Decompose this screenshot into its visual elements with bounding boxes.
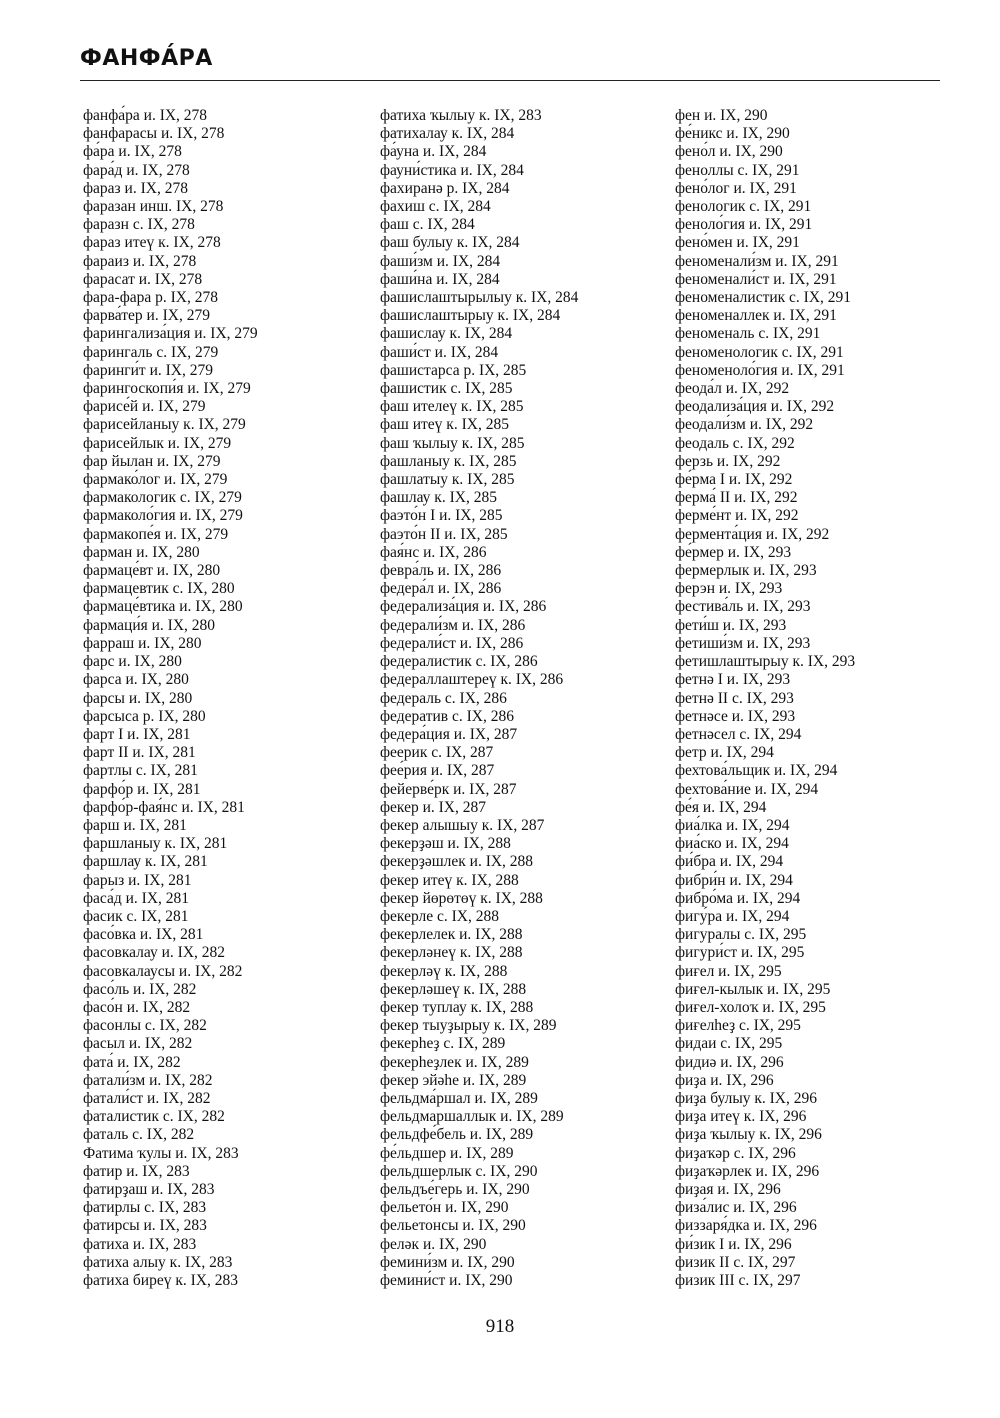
dictionary-entry: фаразн с. IX, 278 [83,216,195,234]
dictionary-entry: фее́рия и. IX, 287 [380,762,495,780]
dictionary-entry: фармаци́я и. IX, 280 [83,616,216,634]
dictionary-entry: фетр и. IX, 294 [675,744,774,762]
dictionary-entry: ферма́ II и. IX, 292 [675,489,798,507]
dictionary-entry: фе́я и. IX, 294 [675,798,767,816]
dictionary-entry: фиа́ско и. IX, 294 [675,835,789,853]
dictionary-entry: фельдъе́герь и. IX, 290 [380,1180,530,1198]
dictionary-entry: фаш ҡылыу к. IX, 285 [380,434,525,452]
dictionary-entry: фетиши́зм и. IX, 293 [675,634,811,652]
dictionary-entry: фарингоскопи́я и. IX, 279 [83,380,251,398]
dictionary-entry: фарфо́р и. IX, 281 [83,780,201,798]
dictionary-entry: фаэто́н II и. IX, 285 [380,525,508,543]
dictionary-entry: фарфо́р-фая́нс и. IX, 281 [83,798,245,816]
dictionary-entry: фиҙа и. IX, 296 [675,1071,774,1089]
dictionary-entry: фартлы с. IX, 281 [83,762,198,780]
dictionary-entry: фарыз и. IX, 281 [83,871,192,889]
dictionary-entry: фемини́ст и. IX, 290 [380,1272,513,1289]
dictionary-entry: фа́ра и. IX, 278 [83,143,182,161]
dictionary-entry: фаршлау к. IX, 281 [83,853,208,871]
dictionary-entry: феерик с. IX, 287 [380,744,494,762]
dictionary-entry: фармако́лог и. IX, 279 [83,471,228,489]
dictionary-entry: фехтова́ние и. IX, 294 [675,780,819,798]
dictionary-entry: фатирлы с. IX, 283 [83,1199,207,1217]
dictionary-entry: фекерһеҙ с. IX, 289 [380,1035,506,1053]
dictionary-entry: фекерләшеү к. IX, 288 [380,980,527,998]
running-head-title: ФАНФА́РА [80,46,213,71]
dictionary-entry: фарисейланыу к. IX, 279 [83,416,246,434]
dictionary-entry: фаши́зм и. IX, 284 [380,252,501,270]
dictionary-entry: фата́ и. IX, 282 [83,1053,181,1071]
dictionary-entry: фиҙаҡәр с. IX, 296 [675,1144,796,1162]
dictionary-entry: фасик с. IX, 281 [83,907,189,925]
dictionary-entry: фаринги́т и. IX, 279 [83,361,213,379]
dictionary-entry: фидиә и. IX, 296 [675,1053,784,1071]
dictionary-entry: фибри́н и. IX, 294 [675,871,793,889]
dictionary-entry: фармаце́вт и. IX, 280 [83,562,221,580]
dictionary-entry: ферэн и. IX, 293 [675,580,783,598]
header-rule [80,80,940,81]
dictionary-entry: федера́ция и. IX, 287 [380,725,518,743]
dictionary-entry: фарисе́й и. IX, 279 [83,398,206,416]
dictionary-entry: ферме́нт и. IX, 292 [675,507,799,525]
dictionary-entry: фаши́ст и. IX, 284 [380,343,499,361]
dictionary-entry: фатирсы и. IX, 283 [83,1217,207,1235]
dictionary-entry: фармаце́втика и. IX, 280 [83,598,243,616]
dictionary-entry: фасонлы с. IX, 282 [83,1017,207,1035]
dictionary-entry: фаш с. IX, 284 [380,216,475,234]
dictionary-entry: федераллаштереү к. IX, 286 [380,671,564,689]
dictionary-entry: фараз итеү к. IX, 278 [83,234,221,252]
dictionary-entry: фекер тыуҙырыу к. IX, 289 [380,1017,557,1035]
dictionary-entry: фаталь с. IX, 282 [83,1126,195,1144]
dictionary-entry: фи́бра и. IX, 294 [675,853,784,871]
dictionary-entry: фен и. IX, 290 [675,107,768,124]
dictionary-entry: фасо́н и. IX, 282 [83,998,191,1016]
dictionary-entry: фарт I и. IX, 281 [83,725,191,743]
dictionary-entry: феноменологик с. IX, 291 [675,343,844,361]
dictionary-entry: фаталистик с. IX, 282 [83,1108,225,1126]
dictionary-entry: фарс и. IX, 280 [83,653,182,671]
dictionary-entry: фетнәсел с. IX, 294 [675,725,802,743]
dictionary-entry: фидаи с. IX, 295 [675,1035,783,1053]
dictionary-entry: фанфарасы и. IX, 278 [83,125,225,143]
dictionary-entry: фармацевтик с. IX, 280 [83,580,235,598]
dictionary-entry: фашлау к. IX, 285 [380,489,497,507]
dictionary-entry: феләк и. IX, 290 [380,1235,487,1253]
dictionary-entry: фатирҙаш и. IX, 283 [83,1180,215,1198]
dictionary-entry: фельето́н и. IX, 290 [380,1199,509,1217]
dictionary-entry: физик III с. IX, 297 [675,1272,801,1289]
dictionary-entry: фельетонсы и. IX, 290 [380,1217,526,1235]
dictionary-entry: феноллы с. IX, 291 [675,161,800,179]
dictionary-entry: фе́рма I и. IX, 292 [675,471,793,489]
dictionary-entry: фехтова́льщик и. IX, 294 [675,762,838,780]
dictionary-entry: фасо́вка и. IX, 281 [83,926,204,944]
dictionary-entry: фельдфе́бель и. IX, 289 [380,1126,534,1144]
dictionary-entry: фермента́ция и. IX, 292 [675,525,830,543]
dictionary-entry: фар йылан и. IX, 279 [83,452,221,470]
dictionary-entry: фатиха и. IX, 283 [83,1235,197,1253]
column-2 [380,107,578,1290]
dictionary-entry: ферзь и. IX, 292 [675,452,781,470]
dictionary-entry: федераль с. IX, 286 [380,689,507,707]
dictionary-entry: фекер и. IX, 287 [380,798,486,816]
dictionary-entry: федера́л и. IX, 286 [380,580,502,598]
dictionary-entry: фиа́лка и. IX, 294 [675,816,790,834]
dictionary-entry: феноменали́зм и. IX, 291 [675,252,839,270]
dictionary-entry: фиғел и. IX, 295 [675,962,782,980]
dictionary-entry: федерали́зм и. IX, 286 [380,616,526,634]
dictionary-entry: фармаколо́гия и. IX, 279 [83,507,243,525]
dictionary-entry: фатали́ст и. IX, 282 [83,1089,211,1107]
dictionary-entry: феноменалистик с. IX, 291 [675,289,852,307]
dictionary-entry: федерализа́ция и. IX, 286 [380,598,547,616]
dictionary-entry: физа́лис и. IX, 296 [675,1199,797,1217]
dictionary-entry: фасыл и. IX, 282 [83,1035,193,1053]
dictionary-entry: феодаль с. IX, 292 [675,434,795,452]
dictionary-entry: фиҙаҡәрлек и. IX, 296 [675,1162,820,1180]
dictionary-entry: фараз и. IX, 278 [83,179,188,197]
dictionary-entry: фекерләү к. IX, 288 [380,962,508,980]
dictionary-entry: фарасат и. IX, 278 [83,270,203,288]
dictionary-entry: фено́лог и. IX, 291 [675,179,797,197]
dictionary-entry: фекерһеҙлек и. IX, 289 [380,1053,529,1071]
dictionary-entry: фиҙа булыу к. IX, 296 [675,1089,817,1107]
dictionary-entry: фе́льдшер и. IX, 289 [380,1144,514,1162]
dictionary-entry: фатиха биреү к. IX, 283 [83,1272,238,1289]
dictionary-entry: фекер итеү к. IX, 288 [380,871,519,889]
dictionary-entry: фиғелһеҙ с. IX, 295 [675,1017,801,1035]
dictionary-entry: фарсыса р. IX, 280 [83,707,206,725]
dictionary-entry: фаш булыу к. IX, 284 [380,234,520,252]
dictionary-entry: фельдшерлык с. IX, 290 [380,1162,538,1180]
dictionary-entry: феноменаллек и. IX, 291 [675,307,837,325]
dictionary-entry: фараиз и. IX, 278 [83,252,197,270]
dictionary-entry: фекер эйәһе и. IX, 289 [380,1071,527,1089]
dictionary-entry: фенологик с. IX, 291 [675,198,812,216]
dictionary-entry: фестива́ль и. IX, 293 [675,598,811,616]
dictionary-entry: февра́ль и. IX, 286 [380,562,502,580]
dictionary-entry: фельдмаршаллык и. IX, 289 [380,1108,564,1126]
dictionary-entry: фауни́стика и. IX, 284 [380,161,524,179]
dictionary-entry: феодализа́ция и. IX, 292 [675,398,835,416]
dictionary-entry: фашислаштырыу к. IX, 284 [380,307,561,325]
dictionary-entry: фермерлык и. IX, 293 [675,562,817,580]
dictionary-entry: фекер йөрөтөү к. IX, 288 [380,889,543,907]
dictionary-entry: фиғел-кылык и. IX, 295 [675,980,831,998]
dictionary-entry: фаши́на и. IX, 284 [380,270,500,288]
dictionary-entry: фаш ителеү к. IX, 285 [380,398,524,416]
dictionary-entry: феноменаль с. IX, 291 [675,325,821,343]
dictionary-entry: фашислау к. IX, 284 [380,325,513,343]
dictionary-entry: фемини́зм и. IX, 290 [380,1253,515,1271]
dictionary-entry: фетнә II с. IX, 293 [675,689,794,707]
dictionary-entry: физзаря́дка и. IX, 296 [675,1217,817,1235]
dictionary-entry: фаразан инш. IX, 278 [83,198,224,216]
dictionary-entry: фашлатыу к. IX, 285 [380,471,515,489]
column-3 [675,107,855,1290]
dictionary-entry: фарса и. IX, 280 [83,671,189,689]
dictionary-entry: федерали́ст и. IX, 286 [380,634,524,652]
dictionary-entry: Фатима ҡулы и. IX, 283 [83,1144,239,1162]
dictionary-entry: федератив с. IX, 286 [380,707,514,725]
dictionary-entry: фигуралы с. IX, 295 [675,926,807,944]
dictionary-entry: фибро́ма и. IX, 294 [675,889,801,907]
dictionary-entry: фиғел-холоҡ и. IX, 295 [675,998,826,1016]
dictionary-entry: фасовкалау и. IX, 282 [83,944,226,962]
dictionary-entry: фарман и. IX, 280 [83,543,200,561]
dictionary-entry: фетнә I и. IX, 293 [675,671,791,689]
dictionary-entry: фара-фара р. IX, 278 [83,289,218,307]
page-header [80,44,940,74]
column-1 [83,107,258,1290]
dictionary-entry: фатихалау к. IX, 284 [380,125,515,143]
dictionary-entry: фарингализа́ция и. IX, 279 [83,325,258,343]
dictionary-entry: фахиш с. IX, 284 [380,198,491,216]
dictionary-entry: фашислаштырылыу к. IX, 284 [380,289,579,307]
dictionary-entry: фигу́ра и. IX, 294 [675,907,790,925]
dictionary-entry: фи́зик I и. IX, 296 [675,1235,792,1253]
dictionary-entry: физик II с. IX, 297 [675,1253,796,1271]
dictionary-entry: фарраш и. IX, 280 [83,634,202,652]
dictionary-entry: фая́нс и. IX, 286 [380,543,487,561]
dictionary-entry: фарингаль с. IX, 279 [83,343,219,361]
dictionary-entry: фекерҙәш и. IX, 288 [380,835,511,853]
dictionary-entry: феноменали́ст и. IX, 291 [675,270,837,288]
dictionary-entry: фаэто́н I и. IX, 285 [380,507,503,525]
dictionary-entry: фармакопе́я и. IX, 279 [83,525,229,543]
dictionary-entry: фашистик с. IX, 285 [380,380,513,398]
dictionary-entry: фетишлаштырыу к. IX, 293 [675,653,856,671]
dictionary-entry: феноменоло́гия и. IX, 291 [675,361,845,379]
dictionary-entry: фено́мен и. IX, 291 [675,234,800,252]
dictionary-entry: фашистарса р. IX, 285 [380,361,527,379]
dictionary-entry: фармакологик с. IX, 279 [83,489,242,507]
dictionary-entry: фекерҙәшлек и. IX, 288 [380,853,534,871]
dictionary-entry: фиҙа итеү к. IX, 296 [675,1108,807,1126]
dictionary-entry: фатиха алыу к. IX, 283 [83,1253,233,1271]
dictionary-entry: фетнәсе и. IX, 293 [675,707,796,725]
dictionary-entry: фатиха ҡылыу к. IX, 283 [380,107,542,124]
dictionary-entry: фекер туплау к. IX, 288 [380,998,534,1016]
dictionary-entry: фе́рмер и. IX, 293 [675,543,792,561]
dictionary-entry: фельдма́ршал и. IX, 289 [380,1089,538,1107]
dictionary-entry: фаса́д и. IX, 281 [83,889,190,907]
dictionary-entry: федералистик с. IX, 286 [380,653,538,671]
dictionary-entry: фарт II и. IX, 281 [83,744,196,762]
dictionary-entry: феодали́зм и. IX, 292 [675,416,814,434]
dictionary-entry: фено́л и. IX, 290 [675,143,783,161]
dictionary-entry: фекерләнеү к. IX, 288 [380,944,523,962]
dictionary-entry: фигури́ст и. IX, 295 [675,944,805,962]
dictionary-entry: фасо́ль и. IX, 282 [83,980,197,998]
dictionary-entry: фарш и. IX, 281 [83,816,187,834]
dictionary-entry: фа́уна и. IX, 284 [380,143,487,161]
dictionary-entry: фе́никс и. IX, 290 [675,125,790,143]
dictionary-entry: фатали́зм и. IX, 282 [83,1071,213,1089]
dictionary-entry: фахиранә р. IX, 284 [380,179,510,197]
dictionary-entry: фейерве́рк и. IX, 287 [380,780,517,798]
dictionary-entry: фасовкалаусы и. IX, 282 [83,962,243,980]
dictionary-entry: фарва́тер и. IX, 279 [83,307,210,325]
dictionary-entry: фара́д и. IX, 278 [83,161,190,179]
dictionary-entry: фаршланыу к. IX, 281 [83,835,228,853]
dictionary-entry: фарисейлык и. IX, 279 [83,434,232,452]
dictionary-entry: фиҙая и. IX, 296 [675,1180,781,1198]
dictionary-entry: фаш итеү к. IX, 285 [380,416,509,434]
dictionary-entry: фиҙа ҡылыу к. IX, 296 [675,1126,822,1144]
dictionary-entry: фети́ш и. IX, 293 [675,616,787,634]
dictionary-entry: фекерле с. IX, 288 [380,907,499,925]
dictionary-entry: феноло́гия и. IX, 291 [675,216,813,234]
dictionary-entry: фатир и. IX, 283 [83,1162,190,1180]
dictionary-entry: фашланыу к. IX, 285 [380,452,517,470]
dictionary-entry: фарсы и. IX, 280 [83,689,193,707]
dictionary-entry: феода́л и. IX, 292 [675,380,790,398]
page-number: 918 [485,1316,515,1337]
dictionary-entry: фекерлелек и. IX, 288 [380,926,523,944]
dictionary-entry: фанфа́ра и. IX, 278 [83,107,208,124]
dictionary-entry: фекер алышыу к. IX, 287 [380,816,545,834]
